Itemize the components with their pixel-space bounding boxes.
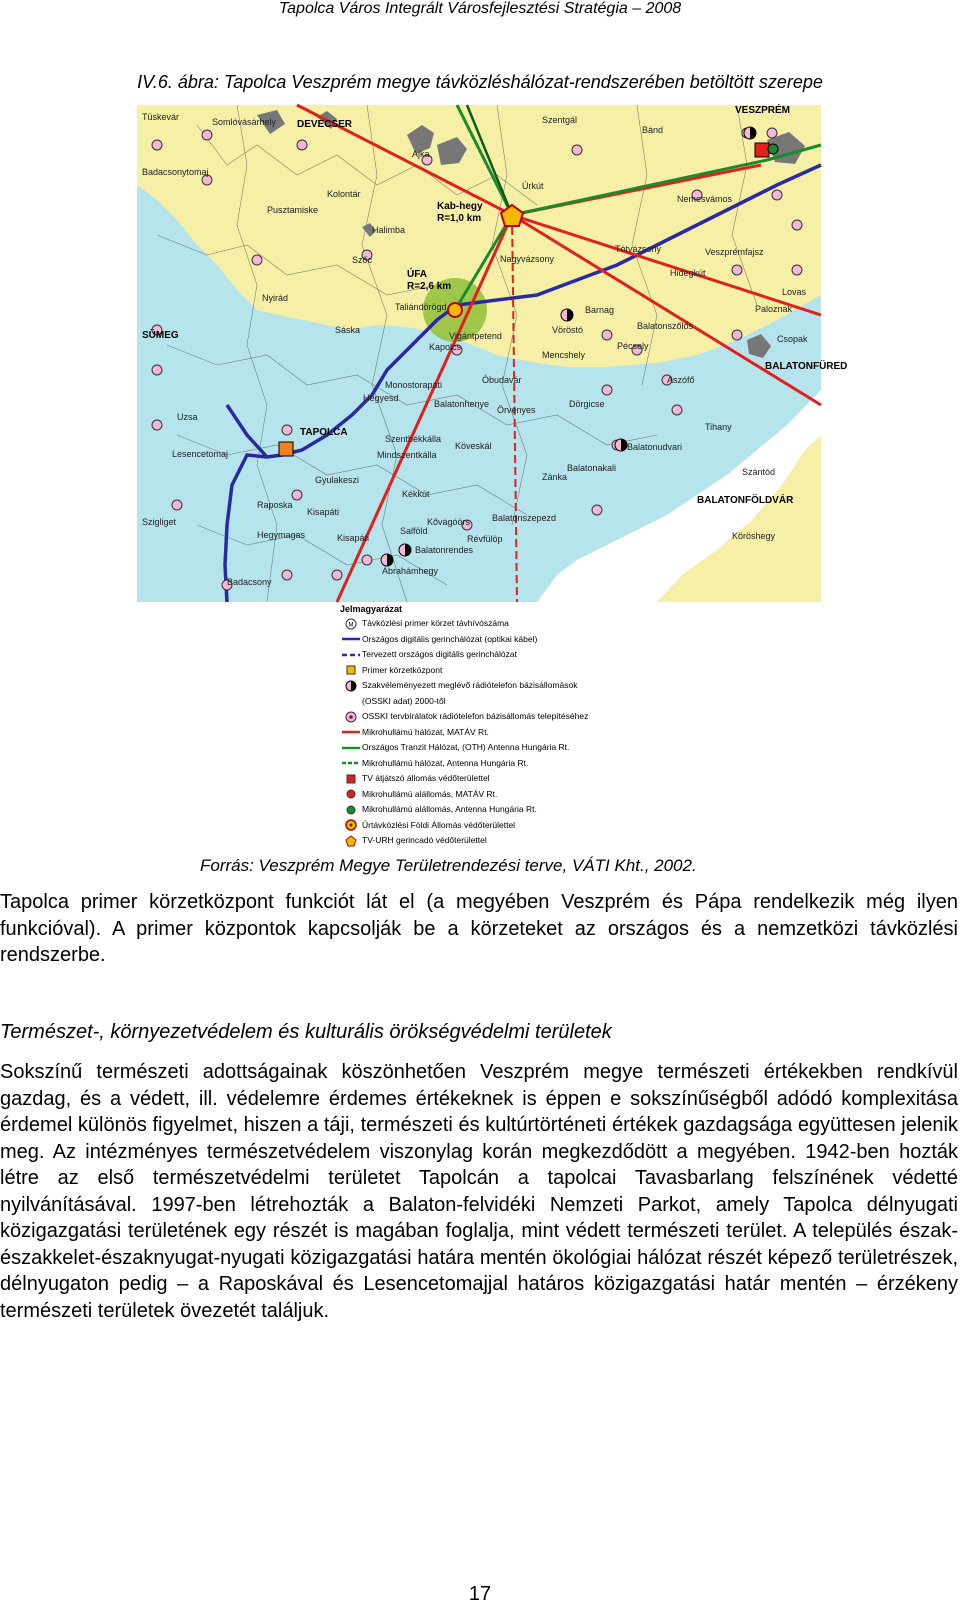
map-label: Taliándörögd — [395, 302, 447, 312]
map-label: Balatonakali — [567, 463, 617, 473]
map-label: VESZPRÉM — [735, 105, 791, 116]
map-label: Pusztamiske — [267, 205, 319, 215]
legend-label: OSSKI tervbírálatok rádiótelefon bázisállomás telepítéséhez — [362, 711, 589, 721]
legend-label: Szakvéleményezett meglévő rádiótelefon bázisállomások — [362, 680, 578, 690]
map-label: Tótvázsony — [615, 244, 662, 254]
map-label: SÜMEG — [142, 330, 179, 341]
body-paragraph: Tapolca primer körzetközpont funkciót lát el (a megyében Veszprém és Pápa rendelkezik még ilyen funkcióval). A primer központok kapcsolják be a körzeteket az országos és a nemzetközi távközlési rendszerbe. — [0, 891, 958, 966]
map-legend — [340, 602, 640, 845]
legend-item — [340, 694, 640, 710]
map-label: Kolontár — [327, 189, 361, 199]
map-label: Paloznak — [755, 304, 793, 314]
legend-item — [340, 632, 640, 648]
svg-text:M: M — [348, 622, 354, 629]
body-paragraph: Sokszínű természeti adottságainak köszönhetően Veszprém megye természeti értékekben rendkívül gazdag, és a védett, ill. védelemre érdemes értékeknek is éppen e sokszínűségből adódó komplexitása érdemel különös figyelmet, hiszen a táji, természeti és kultúrtörténeti értékek gazdagsága együttesen jelenik meg. Az intézményes természetvédelem viszonylag korán megkezdődött a megyében. 1942-ben hozták létre az első természetvédelmi területet Tapolcán a tapolcai Tavasbarlang felszínének védetté nyilvánításával. 1997-ben létrehozták a Balaton-felvidéki Nemzeti Parkot, amely Tapolca délnyugati közigazgatási területének egy részét is magában foglalja, mint védett természeti terület. A település észak-északkelet-északnyugat-nyugati közigazgatási határa mentén ökológiai hálózat részét képező területrészek, délnyugaton pedig – a Raposkával és Lesencetomajjal határos közigazgatási határ mentén – érzékeny természeti területek övezetét találjuk. — [0, 1061, 958, 1322]
map-label: Vigántpetend — [449, 331, 502, 341]
map-label: Dörgicse — [569, 399, 605, 409]
map-label: Nemesvámos — [677, 194, 733, 204]
map-label: Vöröstó — [552, 325, 584, 335]
legend-item — [340, 756, 640, 772]
map-label: Tihany — [705, 422, 732, 432]
base-station-icon — [340, 680, 362, 692]
map-label: Kisapáti — [337, 533, 370, 543]
map-label: Szentgál — [542, 115, 578, 125]
fibre-line-icon — [340, 633, 362, 645]
map-label: Somlóvásárhely — [212, 117, 277, 127]
legend-label: (OSSKI adat) 2000-től — [362, 695, 446, 706]
map-label: R=1,0 km — [437, 213, 482, 224]
map-label: Kapolcs — [429, 342, 462, 352]
veszprem-primary-centre — [755, 143, 769, 157]
map-label: Révfülöp — [467, 534, 503, 544]
map-label: Kékkút — [402, 489, 430, 499]
map-label: Úrkút — [522, 181, 544, 191]
legend-label: Mikrohullámú alállomás, MATÁV Rt. — [362, 788, 498, 799]
map-label: Hegyesd — [363, 393, 399, 403]
legend-label: Országos Tranzit Hálózat, (OTH) Antenna Hungária Rt. — [362, 742, 570, 752]
map-label: Monostorapáti — [385, 380, 443, 390]
map-label: Csopak — [777, 334, 808, 344]
legend-label: Mikrohullámú hálózat, MATÁV Rt. — [362, 726, 489, 737]
map-label: Szigliget — [142, 517, 177, 527]
map-label: Szentbékkálla — [385, 434, 442, 444]
running-header: Tapolca Város Integrált Városfejlesztési Stratégia – 2008 — [278, 0, 682, 17]
legend-label: Országos digitális gerinchálózat (optikai kábel) — [362, 633, 538, 644]
veszprem-ah-station — [768, 144, 778, 154]
legend-item — [340, 678, 640, 694]
legend-item — [340, 740, 640, 756]
map-label: Örvényes — [497, 405, 536, 415]
map-label: Óbudavár — [482, 375, 522, 385]
map-label: ÚFA — [407, 269, 427, 280]
map-label: Mindszentkálla — [377, 450, 437, 460]
telecom-network-map — [137, 105, 848, 602]
figure-source: Forrás: Veszprém Megye Területrendezési terve, VÁTI Kht., 2002. — [200, 856, 697, 875]
legend-item — [340, 709, 640, 725]
legend-item — [340, 725, 640, 741]
ah-microwave-icon — [340, 757, 362, 769]
map-label: R=2,6 km — [407, 281, 452, 292]
map-label: Nyirád — [262, 293, 289, 303]
map-label: Kővágóörs — [427, 517, 471, 527]
map-label: Gyulakeszi — [315, 475, 360, 485]
map-label: Ábrahámhegy — [382, 566, 439, 576]
map-label: Balatonudvari — [627, 442, 683, 452]
map-label: Sáska — [335, 325, 361, 335]
map-label: Kab-hegy — [437, 201, 483, 212]
legend-item — [340, 787, 640, 803]
legend-label: Mikrohullámú alállomás, Antenna Hungária Rt. — [362, 804, 537, 814]
map-label: Raposka — [257, 500, 293, 510]
legend-label: Primer körzetközpont — [362, 664, 443, 675]
map-label: Balatonrendes — [415, 545, 474, 555]
map-label: Nagyvázsony — [500, 254, 555, 264]
map-label: Balatonhenye — [434, 399, 490, 409]
map-label: Hidegkút — [670, 268, 706, 278]
map-label: DEVECSER — [297, 119, 353, 130]
map-label: Halimba — [372, 225, 406, 235]
matav-substation-icon — [340, 788, 362, 800]
legend-label: Távközlési primer körzet távhívószáma — [362, 618, 509, 628]
legend-item — [340, 818, 640, 834]
legend-title: Jelmagyarázat — [340, 604, 403, 614]
map-label: BALATONFÜRED — [765, 361, 848, 372]
map-label: Barnag — [585, 305, 615, 315]
oth-line-icon — [340, 742, 362, 754]
satellite-station-icon — [340, 819, 362, 831]
map-label: Uzsa — [177, 412, 198, 422]
map-label: Tüskevár — [142, 112, 180, 122]
map-label: Bánd — [642, 125, 664, 135]
map-label: Köveskál — [455, 441, 492, 451]
map-label: Balatonszepezd — [492, 513, 557, 523]
legend-item — [340, 616, 640, 632]
map-label: BALATONFÖLDVÁR — [697, 495, 794, 506]
legend-item — [340, 647, 640, 663]
legend-item — [340, 833, 640, 849]
map-label: Szántód — [742, 467, 776, 477]
map-label: Zánka — [542, 472, 568, 482]
legend-label: Űrtávközlési Földi Állomás védőterülettel — [362, 819, 516, 830]
map-label: Szőc — [352, 255, 373, 265]
legend-label: Mikrohullámú hálózat, Antenna Hungária Rt. — [362, 757, 529, 768]
tapolca-primary-centre — [279, 442, 293, 456]
map-label: Badacsony — [227, 577, 272, 587]
map-label: Pécsely — [617, 341, 649, 351]
map-label: TAPOLCA — [300, 427, 348, 438]
primary-centre-icon — [340, 664, 362, 676]
map-label: Lesencetomaj — [172, 449, 229, 459]
map-label: Aszófő — [667, 375, 695, 385]
planned-station-icon — [340, 711, 362, 723]
legend-item — [340, 663, 640, 679]
legend-label: TV-URH gerincadó védőterülettel — [362, 835, 487, 845]
map-label: Ajka — [412, 149, 430, 159]
ufa-station-icon — [448, 303, 462, 317]
map-label: Veszprémfajsz — [705, 247, 764, 257]
map-label: Hegymagas — [257, 530, 306, 540]
tv-relay-icon — [340, 773, 362, 785]
legend-item — [340, 802, 640, 818]
section-heading: Természet-, környezetvédelem és kulturális örökségvédelmi területek — [0, 1021, 612, 1043]
legend-item — [340, 771, 640, 787]
figure-caption: IV.6. ábra: Tapolca Veszprém megye távközléshálózat-rendszerében betöltött szerepe — [137, 72, 823, 92]
legend-label: TV átjátszó állomás védőterülettel — [362, 773, 490, 783]
area-code-icon — [340, 618, 362, 630]
ah-substation-icon — [340, 804, 362, 816]
page-number: 17 — [468, 1583, 492, 1605]
map-label: Lovas — [782, 287, 807, 297]
legend-label: Tervezett országos digitális gerinchálózat — [362, 649, 517, 659]
fibre-backbone-west — [227, 405, 267, 457]
map-label: Balatonszőlős — [637, 321, 694, 331]
map-label: Mencshely — [542, 350, 586, 360]
tv-transmitter-icon — [340, 835, 362, 847]
map-label: Badacsonytomaj — [142, 167, 209, 177]
matav-microwave-icon — [340, 726, 362, 738]
map-label: Kisapáti — [307, 507, 340, 517]
map-label: Salföld — [400, 526, 428, 536]
map-label: Köröshegy — [732, 531, 776, 541]
planned-line-icon — [340, 649, 362, 661]
